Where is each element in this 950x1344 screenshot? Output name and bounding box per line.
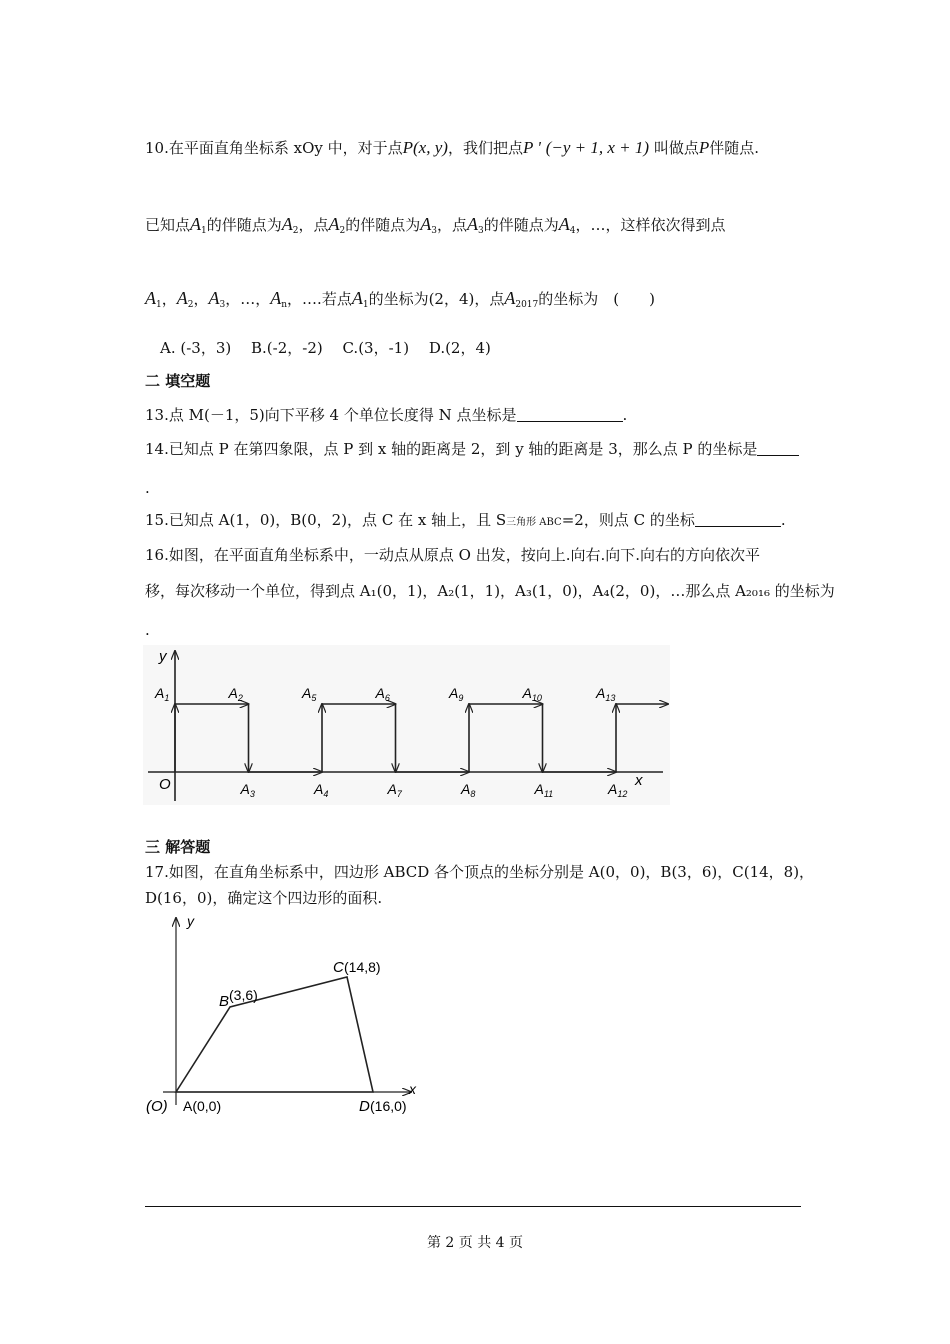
figure-quadrilateral [143,910,433,1120]
q10-text-b: ，我们把点 [447,139,523,157]
q10-l2-b: 的伴随点为 [206,216,282,234]
q10-line3 [145,288,655,315]
quadrilateral-abcd [176,977,373,1092]
q17-line2: D(16，0)，确定这个四边形的面积. [145,889,383,907]
a4-index: 4 [569,226,576,236]
point-label-a4: $A_4$ [314,781,329,799]
q10-l2-e: ，点 [437,216,468,234]
x-axis-label: x [635,772,643,789]
figure-background [143,645,670,805]
vertex-c-coord: (14,8) [344,959,381,975]
q14-end: . [145,479,150,497]
figure-point-path [143,645,670,805]
a2-index: 2 [292,226,299,236]
y-axis-label: y [159,648,167,665]
point-label-a2: $A_2$ [228,685,243,703]
q10-line2 [145,214,726,241]
point-label-a12: $A_{12}$ [608,781,628,799]
a2017-index: 2017 [515,300,539,310]
seq-a2-symbol: A [176,288,188,308]
point-label-a3: $A_3$ [240,781,255,799]
q10-l2-g: ，…，这样依次得到点 [575,216,726,234]
q10-l3-d: 的坐标为 ( ) [538,290,655,308]
point-label-a8: $A_8$ [461,781,476,799]
vertex-c-label: C [333,959,344,976]
a2b-symbol: A [328,214,340,234]
point-label-a13: $A_{13}$ [596,685,616,703]
vertex-d-label: D [359,1098,370,1115]
seq-a2-index: 2 [187,300,194,310]
a3b-index: 3 [478,226,484,236]
quad-y-label: y [187,913,194,929]
given-a1-symbol: A [351,288,363,308]
a2-symbol: A [281,214,293,234]
q16-line1: 16.如图，在平面直角坐标系中，一动点从原点 O 出发，按向上.向右.向下.向右的方向依次平 [145,546,760,564]
q10-l2-a: 已知点 [145,216,191,234]
seq-a3-symbol: A [208,288,220,308]
q10-text-a: 10.在平面直角坐标系 xOy 中，对于点 [145,139,403,157]
point-label-a11: $A_{11}$ [534,781,554,799]
a4-symbol: A [558,214,570,234]
a2b-index: 2 [339,226,346,236]
vertex-d-coord: (16,0) [370,1098,407,1114]
q15 [145,510,786,533]
q10-point-pprime: P ' [522,138,541,157]
q13-text: 13.点 M(－1，5)向下平移 4 个单位长度得 N 点坐标是 [145,406,517,424]
point-label-a9: $A_9$ [449,685,464,703]
page-footer: 第 2 页 共 4 页 [426,1235,524,1251]
q10-text-c: 叫做点 [653,139,699,157]
q10-l2-d: 的伴随点为 [345,216,421,234]
vertex-a-label: A(0,0) [183,1098,222,1114]
q10-options: A. (-3，3) B.(-2，-2) C.(3，-1) D.(2，4) [160,339,491,357]
point-label-a7: $A_7$ [387,781,402,799]
q16-line2: 移，每次移动一个单位，得到点 A₁(0，1)，A₂(1，1)，A₃(1，0)，A₄(2，0)，…那么点 A₂₀₁₆ 的坐标为 [145,582,835,600]
q10-point-xy: (x, y) [413,138,448,157]
q14 [145,439,799,459]
seq-a1-index: 1 [156,300,162,310]
q15-subscript: 三角形 ABC [506,517,562,528]
q10-text-d: 伴随点. [709,139,759,157]
point-label-a6: $A_6$ [375,685,390,703]
q14-text: 14.已知点 P 在第四象限，点 P 到 x 轴的距离是 2，到 y 轴的距离是 3，那么点 P 的坐标是 [145,440,758,458]
q10-point-p: P [402,138,414,157]
vertex-b-coord: (3,6) [229,987,258,1003]
q13-end: . [622,406,628,424]
q14-answer-blank[interactable] [757,440,799,456]
q10-l2-f: 的伴随点为 [483,216,559,234]
q15-answer-blank[interactable] [695,511,781,527]
q10-expression: (−y + 1, x + 1) [545,138,650,157]
vertex-b-label: B [219,993,230,1010]
a1-index: 1 [201,226,207,236]
quad-x-label: x [409,1081,416,1097]
a2017-symbol: A [504,288,516,308]
q10-l2-c: ，点 [298,216,329,234]
a1-symbol: A [190,214,202,234]
origin-label: O [159,776,171,793]
q17-line1: 17.如图，在直角坐标系中，四边形 ABCD 各个顶点的坐标分别是 A(0，0)，B(3，6)，C(14，8)， [145,863,815,881]
a3-index: 3 [431,226,437,236]
a3b-symbol: A [467,214,479,234]
q16-end: . [145,621,150,639]
seq-an-index: n [281,300,288,310]
seq-an-symbol: A [270,288,282,308]
seq-a1-symbol: A [145,288,156,308]
seq-comma-1: ， [161,290,177,308]
quad-origin-label: (O) [146,1098,168,1115]
point-label-a10: $A_{10}$ [522,685,542,703]
q13 [145,405,627,425]
q10-l3-c: 的坐标为(2，4)，点 [368,290,505,308]
q10-l3-b: ，….若点 [287,290,352,308]
seq-comma-2: ， [193,290,209,308]
q15-text-a: 15.已知点 A(1，0)，B(0，2)，点 C 在 x 轴上，且 S [145,511,507,529]
point-label-a1: $A_1$ [155,685,170,703]
q10-line1 [145,138,759,158]
q10-point-p2: P [698,138,710,157]
footer-divider [145,1206,801,1207]
section-2-heading: 二 填空题 [145,372,211,390]
q13-answer-blank[interactable] [517,406,623,422]
section-3-heading: 三 解答题 [145,838,211,856]
a3-symbol: A [420,214,432,234]
given-a1-index: 1 [362,300,369,310]
point-label-a5: $A_5$ [302,685,317,703]
seq-a3-index: 3 [219,300,226,310]
q10-l3-a: ，…， [225,290,271,308]
q15-end: . [780,511,786,529]
q15-text-b: =2，则点 C 的坐标 [561,511,695,529]
